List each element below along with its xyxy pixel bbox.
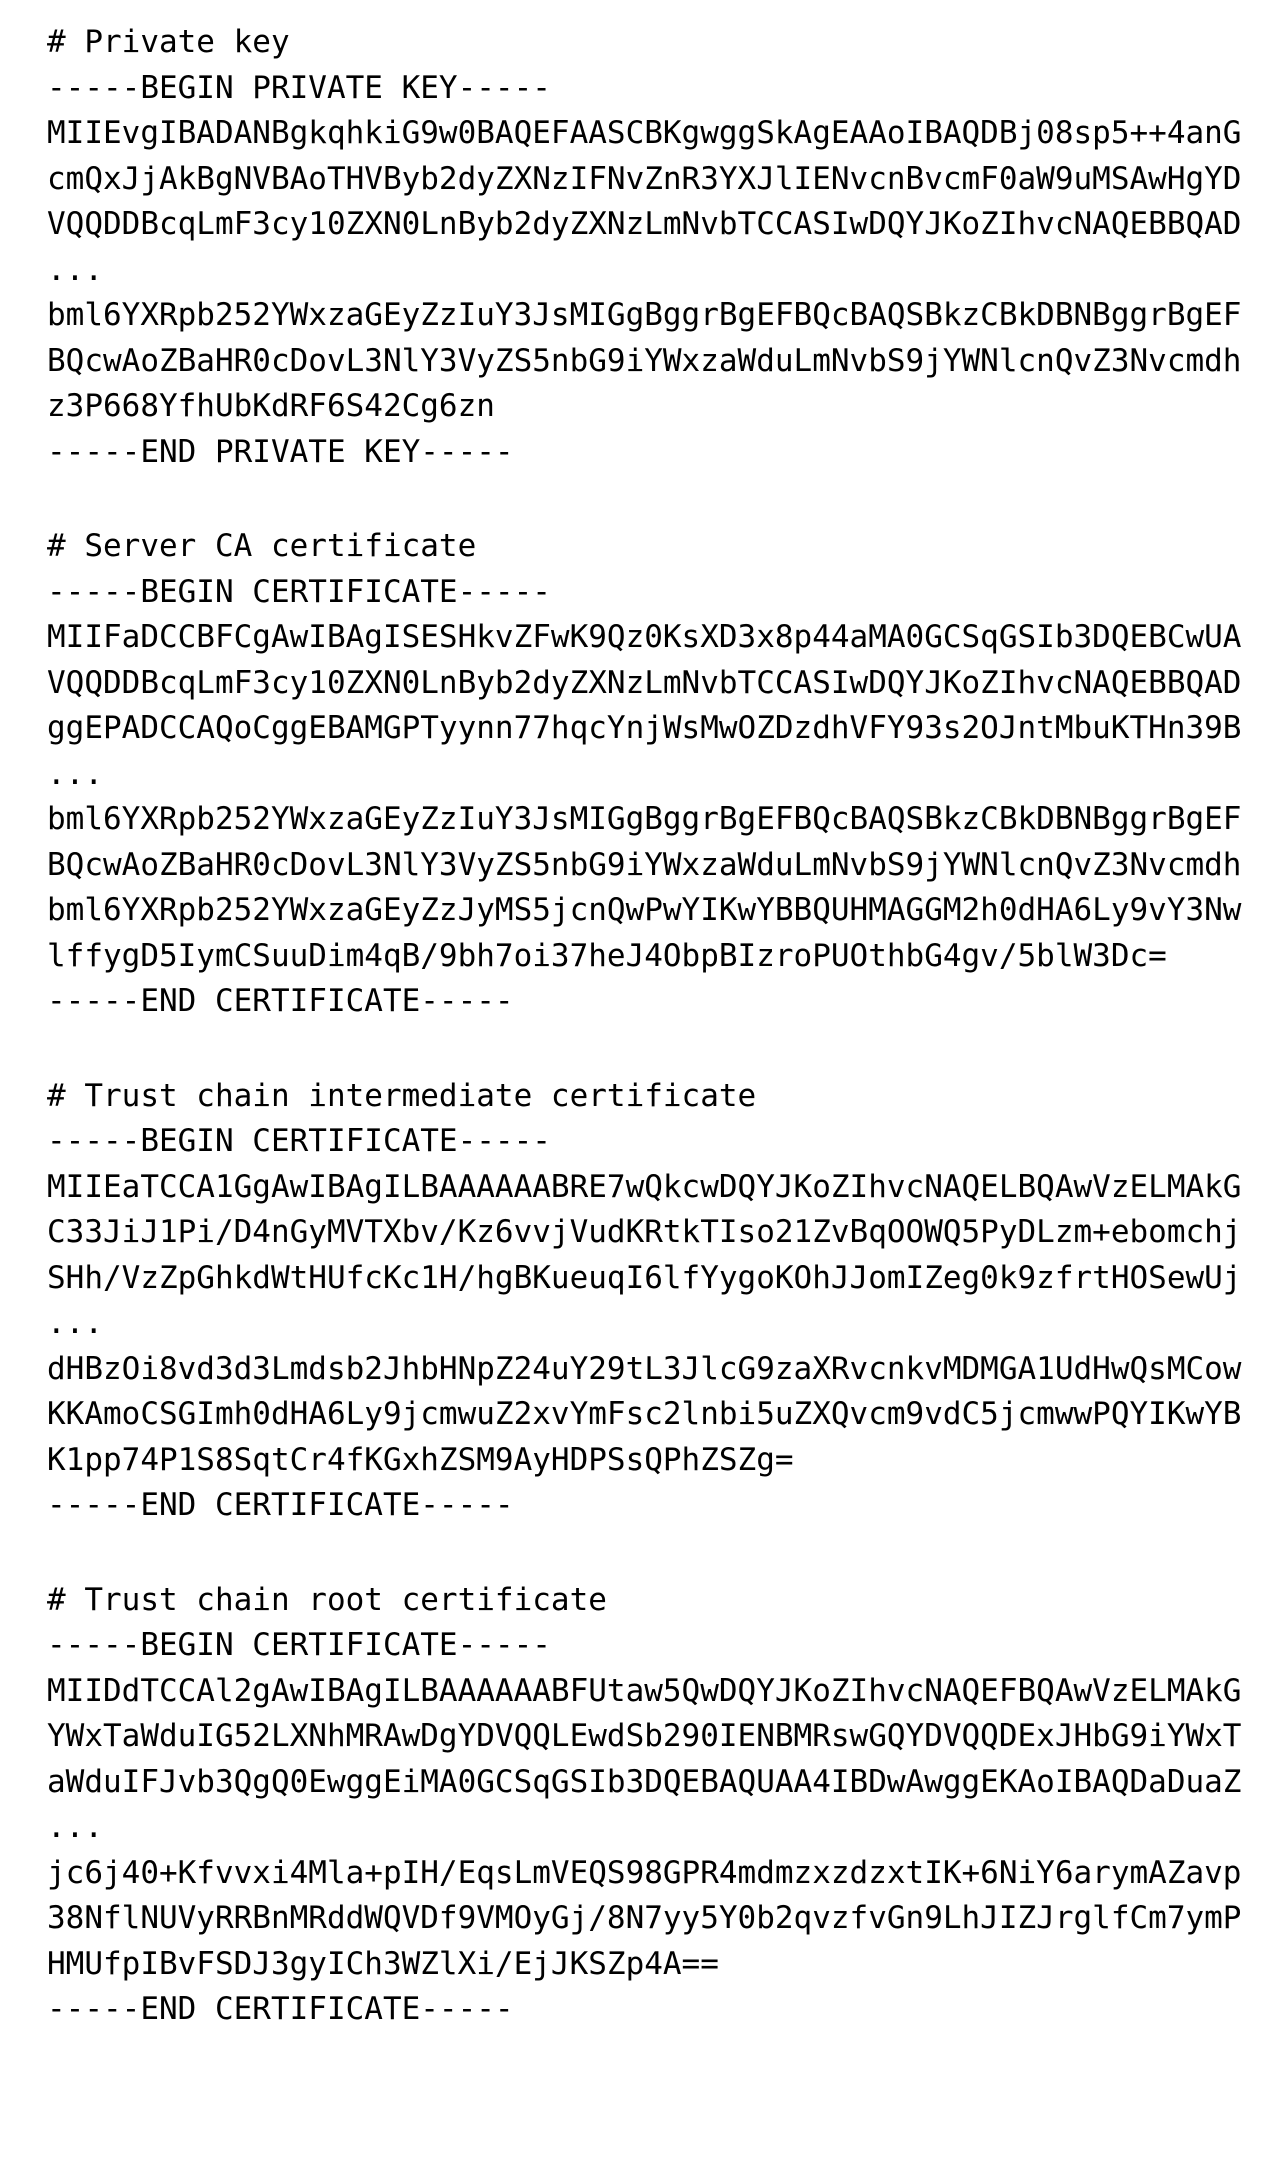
code-line: -----BEGIN CERTIFICATE----- <box>47 1123 551 1159</box>
code-line: jc6j40+Kfvvxi4Mla+pIH/EqsLmVEQS98GPR4mdmzxzdzxtIK+6NiY6arymAZavp <box>47 1854 1242 1891</box>
code-line: bml6YXRpb252YWxzaGEyZzIuY3JsMIGgBggrBgEFBQcBAQSBkzCBkDBNBggrBgEF <box>47 297 1242 333</box>
code-line: C33JiJ1Pi/D4nGyMVTXbv/Kz6vvjVudKRtkTIso21ZvBqOOWQ5PyDLzm+ebomchj <box>47 1214 1242 1250</box>
code-line: VQQDDBcqLmF3cy10ZXN0LnByb2dyZXNzLmNvbTCCASIwDQYJKoZIhvcNAQEBBQAD <box>47 664 1242 701</box>
section-comment: # Server CA certificate <box>47 528 477 564</box>
section-comment: # Private key <box>47 24 290 60</box>
code-line: dHBzOi8vd3d3Lmdsb2JhbHNpZ24uY29tL3JlcG9zaXRvcnkvMDMGA1UdHwQsMCow <box>47 1350 1242 1387</box>
section-lines <box>47 570 1284 1025</box>
pem-section-private-key <box>47 20 1284 475</box>
code-line: ggEPADCCAQoCggEBAMGPTyynn77hqcYnjWsMwOZDzdhVFY93s2OJntMbuKTHn39B <box>47 710 1242 746</box>
code-line: YWxTaWduIG52LXNhMRAwDgYDVQQLEwdSb290IENBMRswGQYDVQQDExJHbG9iYWxT <box>47 1718 1242 1754</box>
code-line: -----BEGIN PRIVATE KEY----- <box>47 69 551 106</box>
code-line: -----END CERTIFICATE----- <box>47 983 514 1019</box>
code-line: ... <box>47 251 103 288</box>
code-line: bml6YXRpb252YWxzaGEyZzJyMS5jcnQwPwYIKwYBBQUHMAGGM2h0dHA6Ly9vY3Nw <box>47 892 1242 928</box>
code-line: ... <box>47 1809 103 1845</box>
pem-section-server-ca-certificate <box>47 524 1284 1025</box>
section-lines <box>47 1623 1284 2033</box>
section-lines <box>47 66 1284 476</box>
code-line: bml6YXRpb252YWxzaGEyZzIuY3JsMIGgBggrBgEFBQcBAQSBkzCBkDBNBggrBgEF <box>47 801 1242 837</box>
section-lines <box>47 1119 1284 1529</box>
code-line: 38NflNUVyRRBnMRddWQVDf9VMOyGj/8N7yy5Y0b2qvzfvGn9LhJIZJrglfCm7ymP <box>47 1900 1242 1936</box>
code-line: -----END PRIVATE KEY----- <box>47 433 514 470</box>
code-line: K1pp74P1S8SqtCr4fKGxhZSM9AyHDPSsQPhZSZg= <box>47 1441 794 1478</box>
code-line: MIIDdTCCAl2gAwIBAgILBAAAAAABFUtaw5QwDQYJKoZIhvcNAQEFBQAwVzELMAkG <box>47 1672 1242 1709</box>
code-line: HMUfpIBvFSDJ3gyICh3WZlXi/EjJKSZp4A== <box>47 1945 719 1982</box>
code-line: SHh/VzZpGhkdWtHUfcKc1H/hgBKueuqI6lfYygoKOhJJomIZeg0k9zfrtHOSewUj <box>47 1259 1242 1296</box>
code-line: KKAmoCSGImh0dHA6Ly9jcmwuZ2xvYmFsc2lnbi5uZXQvcm9vdC5jcmwwPQYIKwYB <box>47 1396 1242 1432</box>
code-line: aWduIFJvb3QgQ0EwggEiMA0GCSqGSIb3DQEBAQUAA4IBDwAwggEKAoIBAQDaDuaZ <box>47 1763 1242 1800</box>
code-line: ... <box>47 1305 103 1341</box>
pem-section-trust-chain-root-certificate <box>47 1578 1284 2033</box>
code-line: MIIFaDCCBFCgAwIBAgISESHkvZFwK9Qz0KsXD3x8p44aMA0GCSqGSIb3DQEBCwUA <box>47 619 1242 655</box>
code-line: -----BEGIN CERTIFICATE----- <box>47 573 551 610</box>
code-line: lffygD5IymCSuuDim4qB/9bh7oi37heJ4ObpBIzroPUOthbG4gv/5blW3Dc= <box>47 937 1167 974</box>
code-line: -----BEGIN CERTIFICATE----- <box>47 1627 551 1663</box>
code-line: VQQDDBcqLmF3cy10ZXN0LnByb2dyZXNzLmNvbTCCASIwDQYJKoZIhvcNAQEBBQAD <box>47 206 1242 242</box>
code-line: MIIEvgIBADANBgkqhkiG9w0BAQEFAASCBKgwggSkAgEAAoIBAQDBj08sp5++4anG <box>47 115 1242 151</box>
code-line: -----END CERTIFICATE----- <box>47 1991 514 2027</box>
code-line: -----END CERTIFICATE----- <box>47 1487 514 1523</box>
code-line: MIIEaTCCA1GgAwIBAgILBAAAAAABRE7wQkcwDQYJKoZIhvcNAQELBQAwVzELMAkG <box>47 1168 1242 1205</box>
pem-section-trust-chain-intermediate-certificate <box>47 1074 1284 1529</box>
section-comment: # Trust chain intermediate certificate <box>47 1077 757 1114</box>
code-line: BQcwAoZBaHR0cDovL3NlY3VyZS5nbG9iYWxzaWduLmNvbS9jYWNlcnQvZ3Nvcmdh <box>47 342 1242 379</box>
code-line: z3P668YfhUbKdRF6S42Cg6zn <box>47 388 495 424</box>
code-line: cmQxJjAkBgNVBAoTHVByb2dyZXNzIFNvZnR3YXJlIENvcnBvcmF0aW9uMSAwHgYD <box>47 160 1242 197</box>
section-comment: # Trust chain root certificate <box>47 1581 607 1618</box>
code-line: BQcwAoZBaHR0cDovL3NlY3VyZS5nbG9iYWxzaWduLmNvbS9jYWNlcnQvZ3Nvcmdh <box>47 846 1242 883</box>
code-line: ... <box>47 755 103 792</box>
